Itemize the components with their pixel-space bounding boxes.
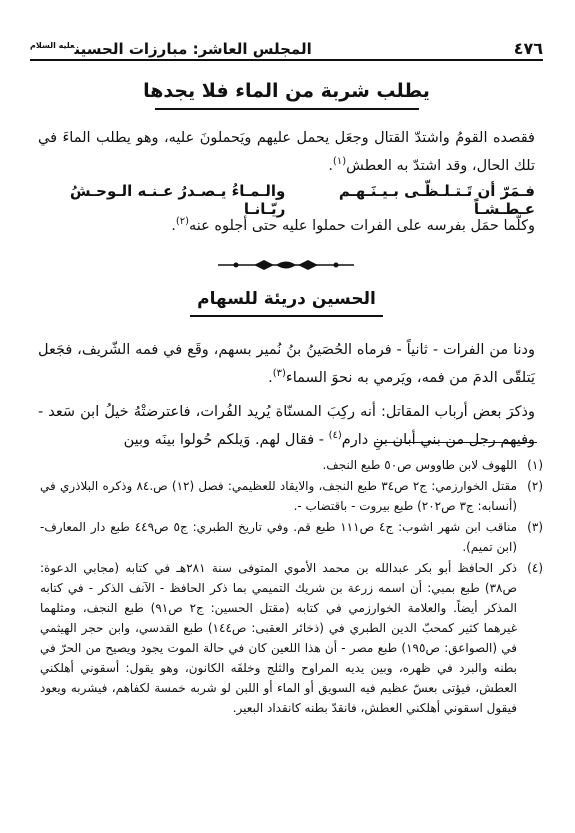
footnote-number: (٤) — [527, 561, 543, 575]
paragraph — [38, 124, 535, 180]
verse-first-hemistich: فـمَرّ أن تَـتـلـظّـى بـيـنَـهـم عـطـشـاً — [338, 182, 535, 218]
footnote-text: اللهوف لابن طاووس ص٥٠ طبع النجف. — [322, 458, 517, 472]
footnote — [40, 517, 543, 557]
paragraph — [38, 336, 535, 392]
poetry-verse — [36, 182, 535, 218]
paragraph-text: فقصده القومُ واشتدّ القتال وجعَل يحمل عليهم ويَحملونَ عليه، وهو يطلب الماءَ في تلك الحال، وقد اشتدّ به العطش — [38, 130, 535, 174]
running-header — [30, 36, 543, 58]
chapter-title — [30, 40, 312, 58]
paragraph — [38, 398, 535, 454]
footnote — [40, 476, 543, 516]
footnote-number: (٢) — [527, 479, 543, 493]
header-rule — [30, 59, 543, 61]
paragraph-text: وكلّما حمَل بفرسه على الفرات حملوا عليه حتى أجلوه عنه — [189, 218, 535, 234]
footnote-number: (٣) — [527, 520, 543, 534]
footnote — [40, 455, 543, 475]
footnote-number: (١) — [527, 458, 543, 472]
heading-underline — [190, 315, 383, 317]
footnote — [40, 558, 543, 718]
footnote-text: مناقب ابن شهر اشوب: ج٤ ص١١١ طبع قم. وفي تاريخ الطبري: ج٥ ص٤٤٩ طبع دار المعارف- (ابن تميم). — [40, 520, 518, 554]
paragraph-tail: . — [328, 158, 333, 174]
paragraph-text: ودنا من الفرات - ثانياً - فرماه الحُصَينُ بنُ نُمير بسهم، وقَع في فمه الشّريف، فجَعل يَتلقّى الدمَ من فمه، ويَرمي به نحوَ السماء — [38, 342, 535, 386]
section-divider-ornament — [218, 258, 354, 272]
verse-second-hemistich: والـمـاءُ يـصـدرُ عـنـه الـوحـشُ ريّـانـا — [69, 182, 286, 218]
footnote-ref[interactable]: (٣) — [272, 368, 286, 380]
heading-underline — [155, 108, 419, 110]
paragraph-tail: . — [171, 218, 176, 234]
honorific-mark: عليه السلام — [30, 41, 75, 50]
footnote-text: مقتل الخوارزمي: ج٢ ص٣٤ طبع النجف، والايقاد للعظيمي: فصل (١٢) ص.٨٤ وذكره البلاذري في (أنسابه: ج٣ ص٢٠٢) طبع بيروت - باقتضاب -. — [40, 479, 517, 513]
footnote-ref[interactable]: (٢) — [175, 216, 190, 228]
paragraph-tail: - فقال لهم. وَيلكم حُولوا بينَه وبين — [123, 432, 329, 448]
page-number: ٤٧٦ — [513, 39, 543, 58]
section-heading: يطلب شربة من الماء فلا يجدها — [143, 80, 430, 102]
paragraph-text: وذكرَ بعض أرباب المقاتل: أنه ركِبَ المسنّاة يُريد الفُرات، فاعترضتْهُ خيلُ ابن سَعد - وفيهم رجل من بني أبان بنِ دارم — [38, 404, 535, 448]
footnote-ref[interactable]: (١) — [332, 156, 347, 168]
section-heading: الحسين دريئة للسهام — [197, 289, 376, 309]
footnote-text: ذكر الحافظ أبو بكر عبدالله بن محمد الأموي المتوفى سنة ٢٨١هـ في كتابه (مجابي الدعوة: ص٣٨) طبع بمبي: أن اسمه زرعة بن شريك التميمي بما ذكر الحافظ - الآنف الذكر - في كتابه المذكر أيضاً. والعلامة الخوارزمي في كتابه (مقتل الحسين: ج٢ ص٩١) طبع النجف، ومثلهما غيرهما كثير كمحبّ الدين الطبري في (ذخائر العقبى: ص١٤٤) طبع القدسي، وابن حجر الهيثمي في (الصواعق: ص١٩٥) طبع مصر - أن هذا اللعين كان في حالة الموت يجود ويصيح من الحرّ في بطنه والبرد في ظهره، وبين يديه المراوح والثلج وخلفَه الكانون، وهو يقول: أسقوني أهلكني العطش، فيؤتى بعسّ عظيم فيه السويق أو الماء أو اللبن لو شربه خمسة لكفاهم، فيشربه ويعود فيقول اسقوني أهلكني العطش، فانقدّ بطنه كانقداد البعير. — [40, 561, 518, 715]
footnote-separator — [375, 442, 537, 443]
paragraph-tail: . — [268, 370, 273, 386]
chapter-title-text: المجلس العاشر: مبارزات الحسين — [74, 40, 312, 58]
footnote-ref[interactable]: (٤) — [328, 430, 342, 442]
paragraph — [38, 212, 535, 240]
footnotes — [40, 455, 543, 719]
